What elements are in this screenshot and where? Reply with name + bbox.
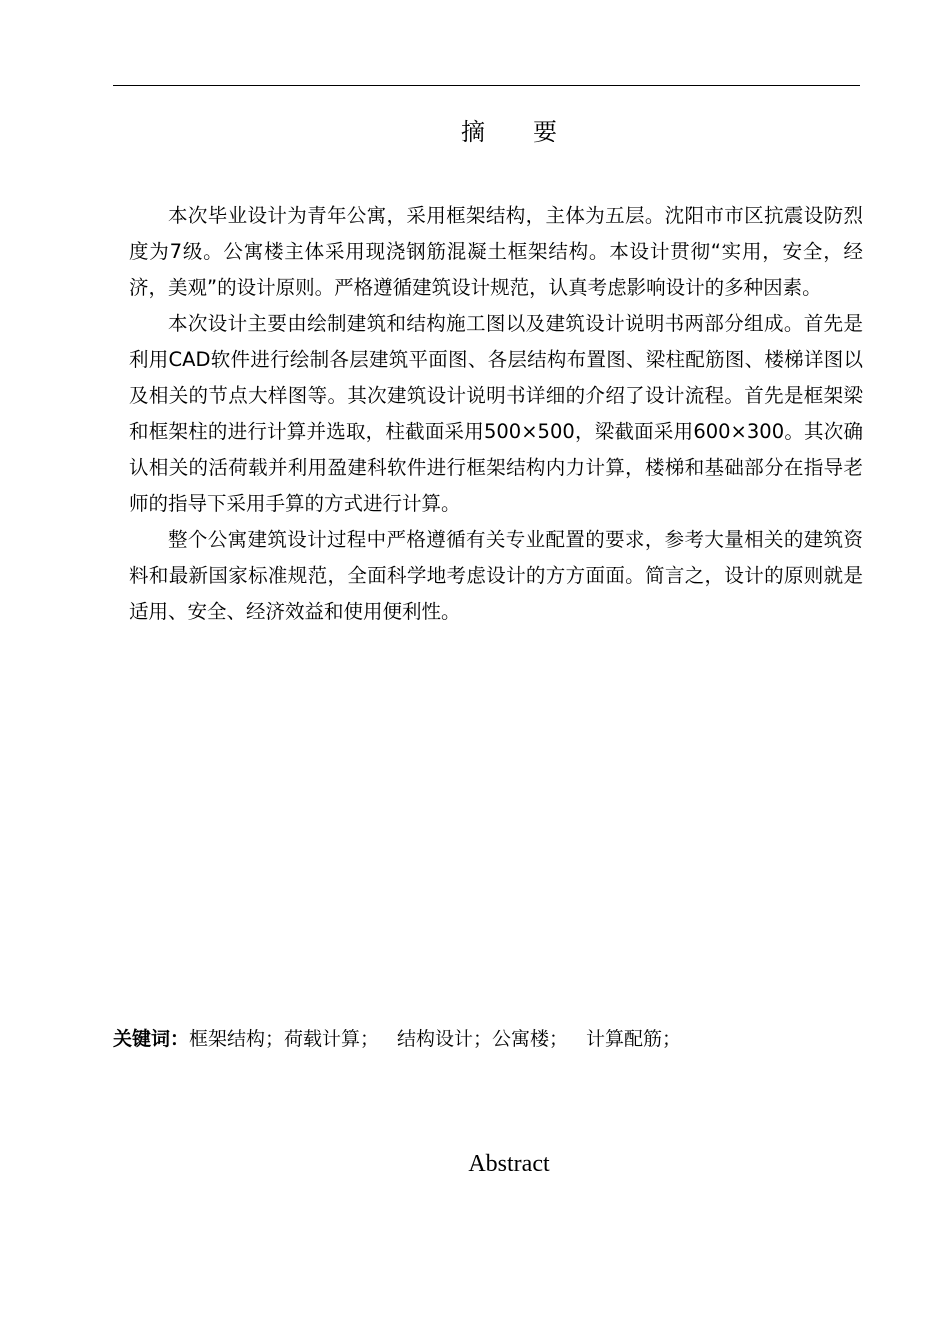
abstract-paragraph-3: 整个公寓建筑设计过程中严格遵循有关专业配置的要求，参考大量相关的建筑资料和最新国家标准规范，全面科学地考虑设计的方方面面。简言之，设计的原则就是适用、安全、经济效益和使用便利性。 <box>129 528 863 623</box>
keyword-group-3: 计算配筋； <box>586 1028 682 1050</box>
keywords-line <box>113 1024 873 1054</box>
keywords-label: 关键词： <box>113 1028 190 1050</box>
header-rule <box>113 85 860 86</box>
english-abstract-title: Abstract <box>468 1151 550 1177</box>
keyword-group-1: 框架结构；荷载计算； <box>189 1028 380 1050</box>
abstract-body <box>129 198 863 630</box>
abstract-paragraph-1: 本次毕业设计为青年公寓，采用框架结构，主体为五层。沈阳市市区抗震设防烈度为7级。公寓楼主体采用现浇钢筋混凝土框架结构。本设计贯彻“实用，安全，经济，美观”的设计原则。严格遵循建筑设计规范，认真考虑影响设计的多种因素。 <box>129 204 863 299</box>
abstract-paragraph-2: 本次设计主要由绘制建筑和结构施工图以及建筑设计说明书两部分组成。首先是利用CAD软件进行绘制各层建筑平面图、各层结构布置图、梁柱配筋图、楼梯详图以及相关的节点大样图等。其次建筑设计说明书详细的介绍了设计流程。首先是框架梁和框架柱的进行计算并选取，柱截面采用500×500，梁截面采用600×300。其次确认相关的活荷载并利用盈建科软件进行框架结构内力计算，楼梯和基础部分在指导老师的指导下采用手算的方式进行计算。 <box>129 312 863 515</box>
keyword-group-2: 结构设计；公寓楼； <box>397 1028 569 1050</box>
abstract-title: 摘 要 <box>461 118 557 146</box>
